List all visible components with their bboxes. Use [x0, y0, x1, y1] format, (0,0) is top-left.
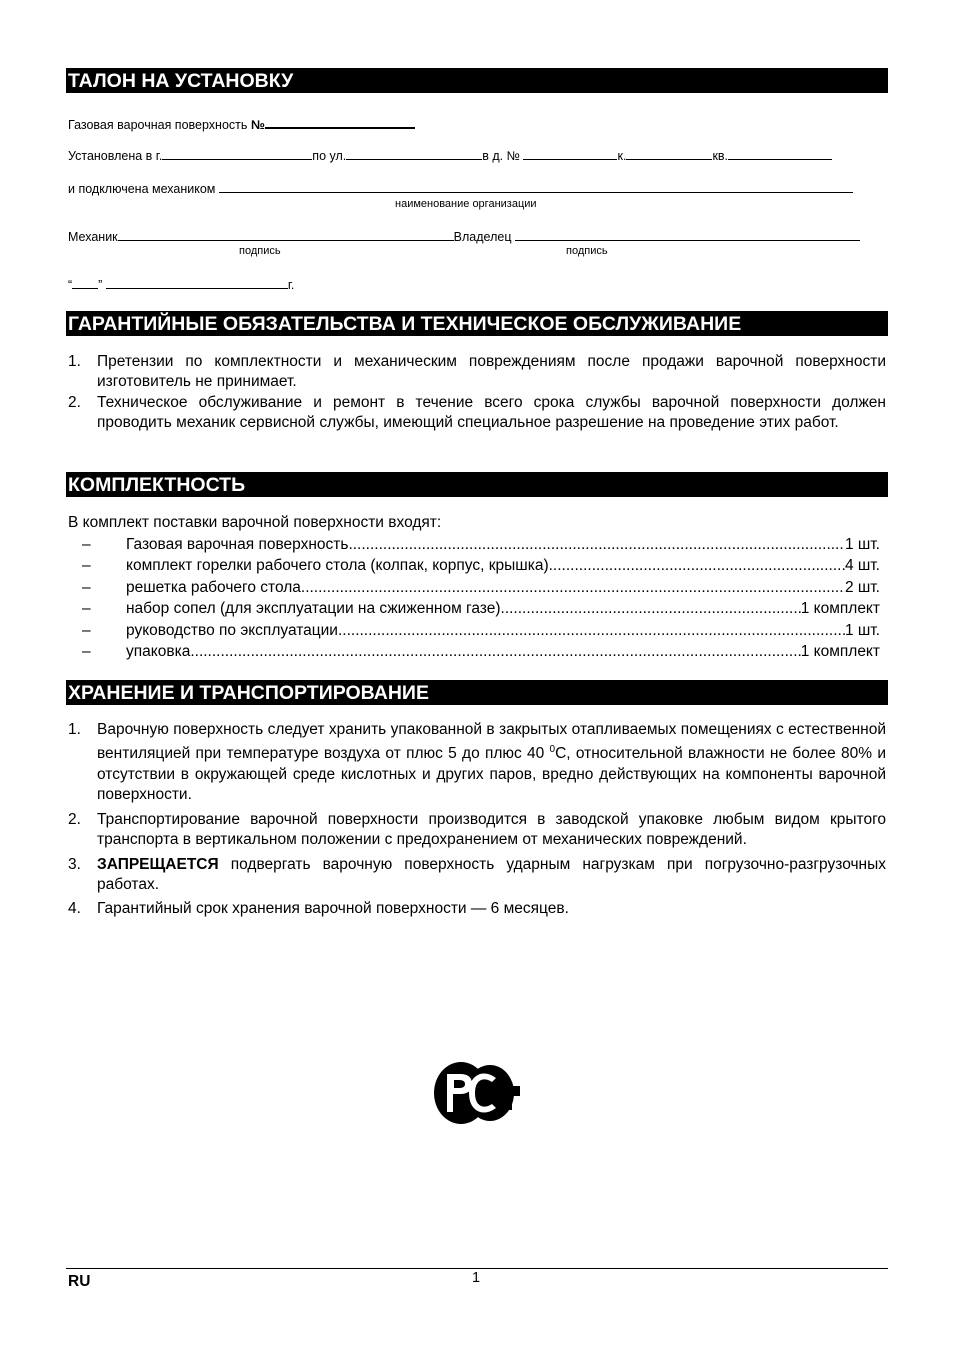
date-line: “ ” г.: [68, 278, 295, 292]
warranty-list: [68, 352, 886, 434]
owner-signature-field[interactable]: [515, 229, 860, 241]
list-item: – решетка рабочего стола ..... 2 шт.: [82, 578, 880, 598]
number-sign: №: [250, 118, 265, 132]
month-field[interactable]: [106, 277, 288, 289]
section-title-completeness: КОМПЛЕКТНОСТЬ: [66, 472, 888, 497]
rst-certification-icon: [432, 1060, 524, 1126]
list-item: 3. ЗАПРЕЩАЕТСЯ подвергать варочную поверхность ударным нагрузкам при погрузочно-разгрузочных работах.: [68, 855, 886, 893]
section-title-warranty: ГАРАНТИЙНЫЕ ОБЯЗАТЕЛЬСТВА И ТЕХНИЧЕСКОЕ ОБСЛУЖИВАНИЕ: [66, 311, 888, 336]
list-item: 4. Гарантийный срок хранения варочной поверхности — 6 месяцев.: [68, 900, 569, 918]
organization-caption: наименование организации: [395, 198, 537, 210]
mechanic-signature-caption: подпись: [239, 245, 281, 257]
apartment-field[interactable]: [728, 148, 832, 160]
page-number: 1: [472, 1270, 481, 1286]
mechanic-label: Механик: [68, 230, 118, 244]
street-field[interactable]: [346, 148, 482, 160]
owner-signature-caption: подпись: [566, 245, 608, 257]
install-address-line: [68, 148, 832, 163]
list-item: – набор сопел (для эксплуатации на сжиженном газе) ..... 1 комплект: [82, 599, 880, 619]
house-label: в д. №: [482, 149, 520, 163]
street-label: по ул.: [312, 149, 347, 163]
list-item: 1. Варочную поверхность следует хранить упакованной в закрытых отапливаемых помещениях с естественной вентиляцией при температуре воздуха от плюс 5 до плюс 40 $^0$С, относительной влажности не более 80% и отсутствии в окружающей среде кислотных и других паров, вредно действующих на компоненты варочной поверхности.: [68, 721, 886, 804]
stove-number-field[interactable]: [265, 116, 415, 129]
building-label: к.: [617, 149, 627, 163]
signature-line: [68, 229, 860, 244]
city-label: Установлена в г.: [68, 149, 163, 163]
organization-field[interactable]: [219, 181, 853, 193]
list-item: 1. Претензии по комплектности и механическим повреждениям после продажи варочной поверхности изготовитель не принимает.: [68, 353, 886, 391]
list-item: 2. Транспортирование варочной поверхности производится в заводской упаковке любым видом крытого транспорта в вертикальном положении с предохранением от механических повреждений.: [68, 810, 886, 849]
list-item: – Газовая варочная поверхность ..... 1 шт.: [82, 535, 880, 555]
language-code: RU: [68, 1273, 91, 1290]
list-item: – руководство по эксплуатации ..... 1 шт.: [82, 621, 880, 641]
storage-list: [68, 720, 886, 920]
stove-label: Газовая варочная поверхность: [68, 118, 248, 132]
connected-by-label: и подключена механиком: [68, 182, 216, 196]
owner-label: Владелец: [453, 230, 512, 244]
section-title-install: ТАЛОН НА УСТАНОВКУ: [66, 68, 888, 93]
section-title-storage: ХРАНЕНИЕ И ТРАНСПОРТИРОВАНИЕ: [66, 680, 888, 705]
list-item: – комплект горелки рабочего стола (колпак, корпус, крышка) ..... 4 шт.: [82, 556, 880, 576]
mechanic-org-line: [68, 181, 853, 196]
stove-number-line: [68, 116, 415, 132]
year-suffix: г.: [287, 278, 295, 292]
city-field[interactable]: [162, 148, 312, 160]
list-item: – упаковка ..... 1 комплект: [82, 642, 880, 662]
mechanic-signature-field[interactable]: [118, 229, 454, 241]
building-field[interactable]: [626, 148, 712, 160]
list-item: 2. Техническое обслуживание и ремонт в течение всего срока службы варочной поверхности должен проводить механик сервисной службы, имеющий специальное разрешение на проведение этих работ.: [68, 393, 886, 432]
footer-divider: [66, 1268, 888, 1269]
house-field[interactable]: [523, 148, 617, 160]
day-field[interactable]: [72, 277, 98, 289]
completeness-intro: В комплект поставки варочной поверхности входят:: [68, 514, 442, 531]
apartment-label: кв.: [712, 149, 729, 163]
